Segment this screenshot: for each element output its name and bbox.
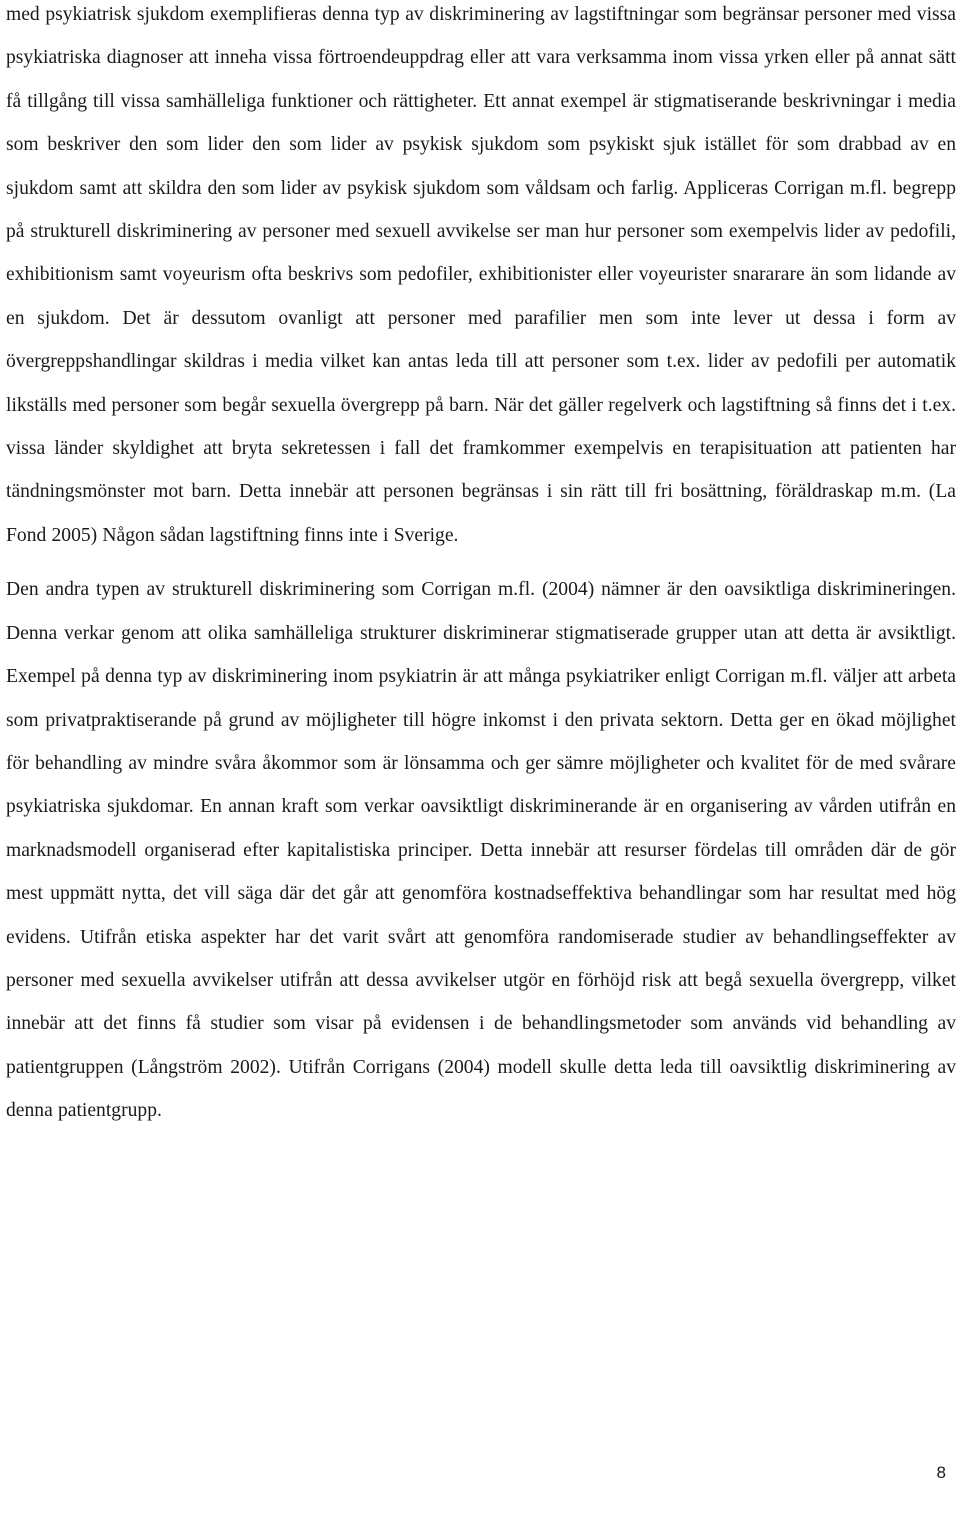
paragraph-structural-discrimination-examples: med psykiatrisk sjukdom exemplifieras denna typ av diskriminering av lagstiftningar som begränsar personer med vissa psykiatriska diagnoser att inneha vissa förtroendeuppdrag eller att vara verksamma inom vissa yrken eller på annat sätt få tillgång till vissa samhälleliga funktioner och rättigheter. Ett annat exempel är stigmatiserande beskrivningar i media som beskriver den som lider den som lider av psykisk sjukdom som psykiskt sjuk istället för som drabbad av en sjukdom samt att skildra den som lider av psykisk sjukdom som våldsam och farlig. Appliceras Corrigan m.fl. begrepp på strukturell diskriminering av personer med sexuell avvikelse ser man hur personer som exempelvis lider av pedofili, exhibitionism samt voyeurism ofta beskrivs som pedofiler, exhibitionister eller voyeurister snararare än som lidande av en sjukdom. Det är dessutom ovanligt att personer med parafilier men som inte lever ut dessa i form av övergreppshandlingar skildras i media vilket kan antas leda till att personer som t.ex. lider av pedofili per automatik likställs med personer som begår sexuella övergrepp på barn. När det gäller regelverk och lagstiftning så finns det i t.ex. vissa länder skyldighet att bryta sekretessen i fall det framkommer exempelvis en terapisituation att patienten har tändningsmönster mot barn. Detta innebär att personen begränsas i sin rätt till fri bosättning, föräldraskap m.m. (La Fond 2005) Någon sådan lagstiftning finns inte i Sverige.	[6, 4, 956, 546]
page-number: 8	[936, 1463, 946, 1482]
paragraph-unintentional-discrimination: Den andra typen av strukturell diskriminering som Corrigan m.fl. (2004) nämner är den oavsiktliga diskrimineringen. Denna verkar genom att olika samhälleliga strukturer diskriminerar stigmatiserade grupper utan att detta är avsiktligt. Exempel på denna typ av diskriminering inom psykiatrin är att många psykiatriker enligt Corrigan m.fl. väljer att arbeta som privatpraktiserande på grund av möjligheter till högre inkomst i den privata sektorn. Detta ger en ökad möjlighet för behandling av mindre svåra åkommor som är lönsamma och ger sämre möjligheter och kvalitet för de med svårare psykiatriska sjukdomar. En annan kraft som verkar oavsiktligt diskriminerande är en organisering av vården utifrån en marknadsmodell organiserad efter kapitalistiska principer. Detta innebär att resurser fördelas till områden där de gör mest uppmätt nytta, det vill säga där det går att genomföra kostnadseffektiva behandlingar som har resultat med hög evidens. Utifrån etiska aspekter har det varit svårt att genomföra randomiserade studier av behandlingseffekter av personer med sexuella avvikelser utifrån att dessa avvikelser utgör en förhöjd risk att begå sexuella övergrepp, vilket innebär att det finns få studier som visar på evidensen i de behandlingsmetoder som används vid behandling av patientgruppen (Långström 2002). Utifrån Corrigans (2004) modell skulle detta leda till oavsiktlig diskriminering av denna patientgrupp.	[6, 579, 956, 1122]
body-text	[6, 0, 956, 1133]
